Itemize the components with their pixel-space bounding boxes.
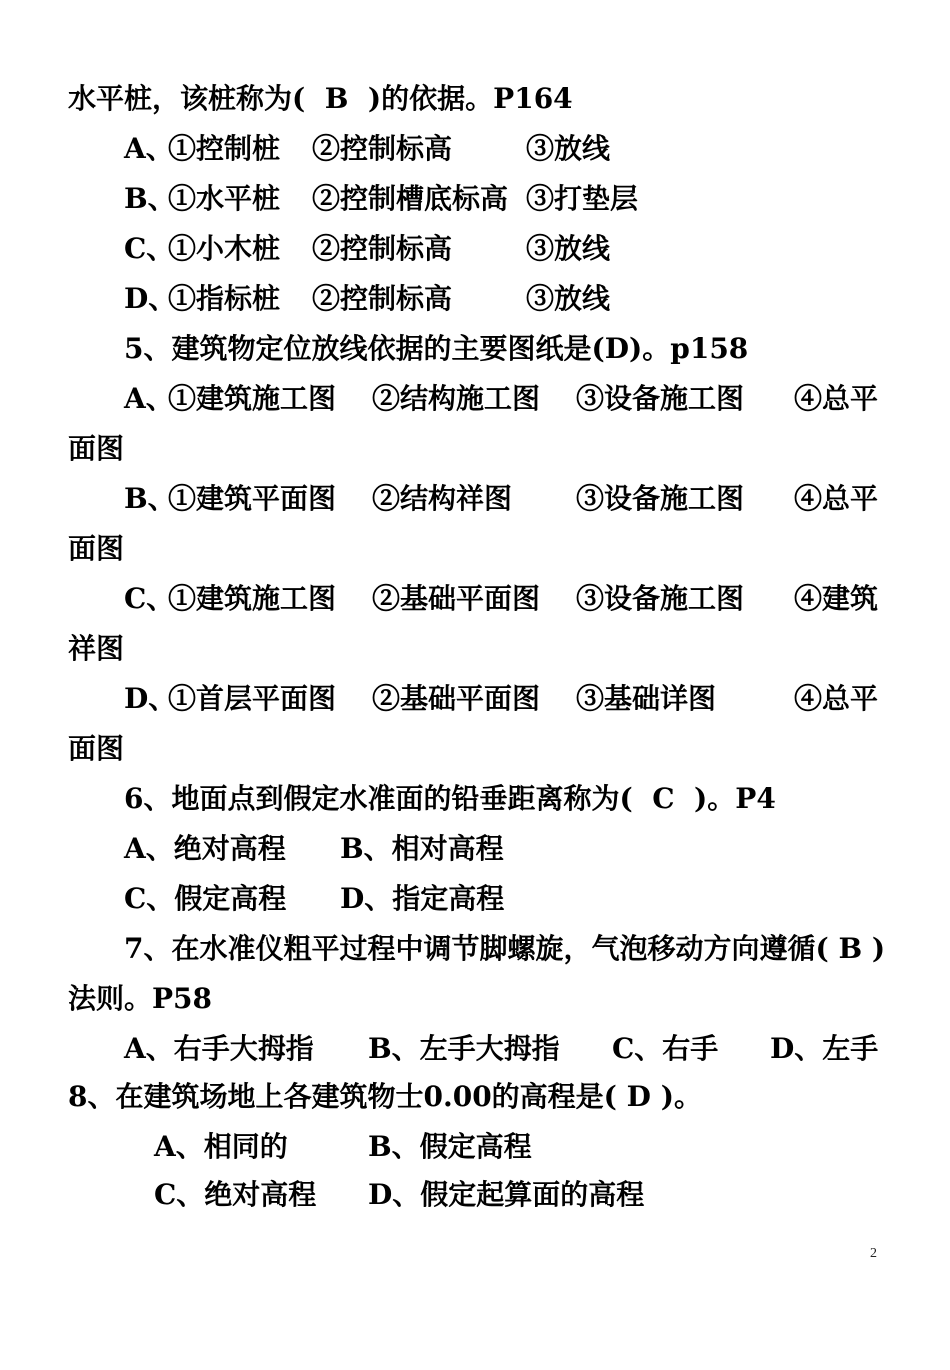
option-letter: D、 bbox=[124, 682, 177, 715]
option-item-3: ③设备施工图 bbox=[576, 482, 745, 515]
q7-options-row bbox=[0, 1024, 879, 1074]
q7-option-c: C、右手 bbox=[612, 1032, 719, 1065]
option-item-1: ①建筑施工图 bbox=[168, 582, 337, 615]
option-item-3: ③打垫层 bbox=[526, 182, 639, 215]
option-item-2: ②基础平面图 bbox=[372, 582, 541, 615]
option-letter: B、 bbox=[124, 482, 176, 515]
option-item-2: ②结构施工图 bbox=[372, 382, 541, 415]
question-8-stem bbox=[0, 1072, 702, 1122]
option-item-3: ③设备施工图 bbox=[576, 382, 745, 415]
q4-option-a bbox=[0, 124, 611, 174]
q7-stem-text-wrap: 法则。P58 bbox=[68, 982, 213, 1015]
option-item-1: ①建筑平面图 bbox=[168, 482, 337, 515]
q6-option-b: B、相对高程 bbox=[340, 832, 504, 865]
q5-option-b-wrap bbox=[0, 524, 125, 574]
q5-option-a bbox=[0, 374, 879, 424]
q5-option-d bbox=[0, 674, 879, 724]
option-letter: C、 bbox=[124, 232, 175, 265]
q8-option-a: A、相同的 bbox=[154, 1130, 288, 1163]
q6-option-d: D、指定高程 bbox=[340, 882, 505, 915]
option-item-2: ②基础平面图 bbox=[372, 682, 541, 715]
q6-option-a: A、绝对高程 bbox=[124, 832, 286, 865]
q7-stem-text: 7、在水准仪粗平过程中调节脚螺旋，气泡移动方向遵循( B ) bbox=[124, 932, 886, 965]
option-letter: A、 bbox=[124, 132, 174, 165]
question-7-stem bbox=[0, 924, 886, 974]
option-item-4-wrap: 面图 bbox=[68, 532, 125, 565]
question-4-continuation bbox=[0, 74, 573, 124]
q5-option-b bbox=[0, 474, 879, 524]
q8-option-d: D、假定起算面的高程 bbox=[368, 1178, 645, 1211]
option-letter: D、 bbox=[124, 282, 177, 315]
q8-options-row-1 bbox=[0, 1122, 532, 1172]
q6-stem-text: 6、地面点到假定水准面的铅垂距离称为( C )。P4 bbox=[124, 782, 776, 815]
q5-option-c-wrap bbox=[0, 624, 125, 674]
q8-options-row-2 bbox=[0, 1170, 645, 1220]
option-item-4: ④总平 bbox=[794, 382, 879, 415]
q5-option-d-wrap bbox=[0, 724, 125, 774]
option-item-3: ③基础详图 bbox=[576, 682, 717, 715]
q4-option-d bbox=[0, 274, 611, 324]
option-item-3: ③放线 bbox=[526, 132, 611, 165]
option-item-4-wrap: 面图 bbox=[68, 432, 125, 465]
q6-option-c: C、假定高程 bbox=[124, 882, 287, 915]
question-7-stem-wrap bbox=[0, 974, 213, 1024]
option-item-4-wrap: 面图 bbox=[68, 732, 125, 765]
q8-stem-text: 8、在建筑场地上各建筑物士0.00的高程是( D )。 bbox=[68, 1080, 702, 1113]
option-item-4: ④总平 bbox=[794, 682, 879, 715]
option-item-2: ②控制标高 bbox=[312, 132, 453, 165]
option-item-2: ②控制标高 bbox=[312, 232, 453, 265]
option-letter: A、 bbox=[124, 382, 174, 415]
option-item-2: ②控制槽底标高 bbox=[312, 182, 509, 215]
q7-option-d: D、左手 bbox=[770, 1032, 879, 1065]
option-item-1: ①小木桩 bbox=[168, 232, 281, 265]
option-item-1: ①建筑施工图 bbox=[168, 382, 337, 415]
q8-option-c: C、绝对高程 bbox=[154, 1178, 317, 1211]
option-item-2: ②控制标高 bbox=[312, 282, 453, 315]
option-item-3: ③放线 bbox=[526, 282, 611, 315]
q4-option-b bbox=[0, 174, 639, 224]
question-5-stem bbox=[0, 324, 749, 374]
option-letter: B、 bbox=[124, 182, 176, 215]
option-item-4: ④建筑 bbox=[794, 582, 879, 615]
option-item-1: ①水平桩 bbox=[168, 182, 281, 215]
option-item-3: ③放线 bbox=[526, 232, 611, 265]
page-number: 2 bbox=[870, 1246, 877, 1261]
q6-options-row-1 bbox=[0, 824, 504, 874]
q6-options-row-2 bbox=[0, 874, 505, 924]
option-item-2: ②结构祥图 bbox=[372, 482, 513, 515]
question-6-stem bbox=[0, 774, 776, 824]
q7-option-b: B、左手大拇指 bbox=[368, 1032, 560, 1065]
q5-option-c bbox=[0, 574, 879, 624]
option-item-1: ①首层平面图 bbox=[168, 682, 337, 715]
q4-stem-text: 水平桩，该桩称为( B )的依据。P164 bbox=[68, 82, 573, 115]
option-item-1: ①控制桩 bbox=[168, 132, 281, 165]
q5-option-a-wrap bbox=[0, 424, 125, 474]
q8-option-b: B、假定高程 bbox=[368, 1130, 532, 1163]
option-item-1: ①指标桩 bbox=[168, 282, 281, 315]
option-item-3: ③设备施工图 bbox=[576, 582, 745, 615]
q7-option-a: A、右手大拇指 bbox=[124, 1032, 314, 1065]
q5-stem-text: 5、建筑物定位放线依据的主要图纸是(D)。p158 bbox=[124, 332, 749, 365]
q4-option-c bbox=[0, 224, 611, 274]
option-letter: C、 bbox=[124, 582, 175, 615]
option-item-4-wrap: 祥图 bbox=[68, 632, 125, 665]
option-item-4: ④总平 bbox=[794, 482, 879, 515]
